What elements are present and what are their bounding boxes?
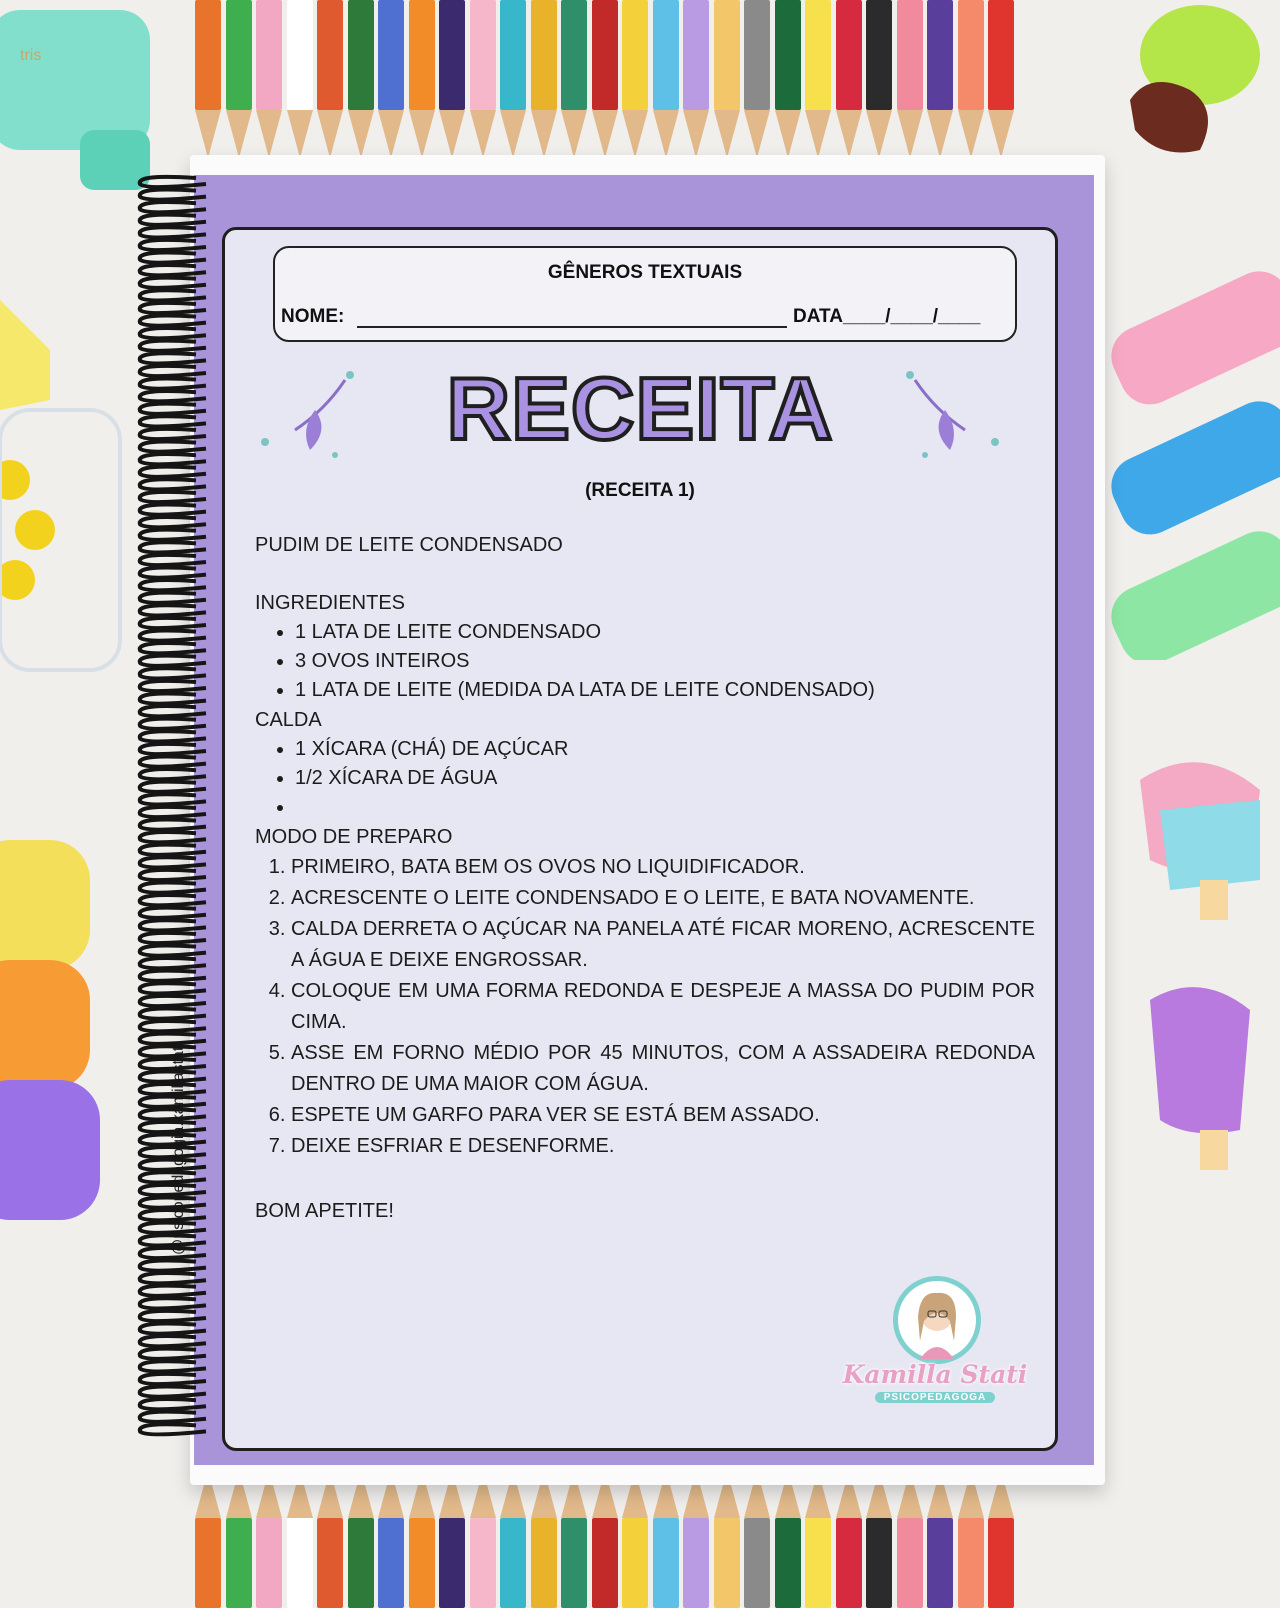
spiral-coil — [140, 303, 206, 313]
logo-name: Kamilla Stati — [842, 1360, 1028, 1389]
calda-list — [255, 735, 1035, 822]
spiral-coil — [140, 1386, 206, 1396]
list-item: 5. ASSE EM FORNO MÉDIO POR 45 MINUTOS, COM A ASSADEIRA REDONDA DENTRO DE UMA MAIOR COM ÁGUA. — [291, 1038, 1035, 1100]
spiral-coil — [140, 278, 206, 288]
ice-cream-eraser — [1090, 0, 1280, 160]
spiral-coil — [140, 517, 206, 527]
spiral-coil — [140, 908, 206, 918]
spiral-coil — [140, 1084, 206, 1094]
steps-list — [255, 852, 1035, 1162]
spiral-coil — [140, 618, 206, 628]
spiral-coil — [140, 1160, 206, 1170]
spiral-coil — [140, 189, 206, 199]
spiral-coil — [140, 870, 206, 880]
spiral-coil — [140, 1412, 206, 1422]
list-item: • 1 LATA DE LEITE (MEDIDA DA LATA DE LEITE CONDENSADO) — [295, 676, 1035, 705]
spiral-coil — [140, 341, 206, 351]
spiral-coil — [140, 290, 206, 300]
calda-label: CALDA — [255, 709, 322, 731]
ingredients-list — [255, 618, 1035, 705]
svg-text:tris: tris — [20, 47, 42, 64]
spiral-coil — [140, 1424, 206, 1434]
spiral-coil — [140, 202, 206, 212]
spiral-coil — [140, 933, 206, 943]
spiral-coil — [140, 1336, 206, 1346]
nome-write-line — [357, 326, 787, 328]
spiral-coil — [140, 656, 206, 666]
spiral-coil — [140, 983, 206, 993]
spiral-coil — [140, 1235, 206, 1245]
spiral-coil — [140, 643, 206, 653]
spiral-coil — [140, 542, 206, 552]
header-box — [273, 246, 1017, 342]
spiral-coil — [140, 492, 206, 502]
spiral-coil — [140, 177, 206, 187]
purple-page-frame — [194, 175, 1094, 1465]
spiral-coil — [140, 1323, 206, 1333]
spiral-coil — [140, 769, 206, 779]
closing-text: BOM APETITE! — [255, 1200, 394, 1222]
spiral-coil — [140, 1034, 206, 1044]
data-label: DATA____/____/____ — [793, 306, 981, 327]
list-item: • 1 LATA DE LEITE CONDENSADO — [295, 618, 1035, 647]
animal-highlighters-left — [0, 820, 140, 1260]
list-item: 2. ACRESCENTE O LEITE CONDENSADO E O LEITE, E BATA NOVAMENTE. — [291, 883, 1035, 914]
spiral-coil — [140, 920, 206, 930]
spiral-coil — [140, 895, 206, 905]
spiral-coil — [140, 945, 206, 955]
spiral-coil — [140, 744, 206, 754]
spiral-coil — [140, 630, 206, 640]
recipe-name: PUDIM DE LEITE CONDENSADO — [255, 534, 563, 556]
spiral-coil — [140, 1172, 206, 1182]
spiral-coil — [140, 882, 206, 892]
spiral-coil — [140, 832, 206, 842]
spiral-coil — [140, 1021, 206, 1031]
worksheet-page — [222, 227, 1058, 1451]
animal-highlighters-right — [1090, 240, 1280, 660]
list-item: • 1 XÍCARA (CHÁ) DE AÇÚCAR — [295, 735, 1035, 764]
spiral-coil — [140, 668, 206, 678]
spiral-coil — [140, 819, 206, 829]
list-item: 6. ESPETE UM GARFO PARA VER SE ESTÁ BEM ASSADO. — [291, 1100, 1035, 1131]
spiral-coil — [140, 265, 206, 275]
spiral-coil — [140, 958, 206, 968]
spiral-coil — [140, 416, 206, 426]
spiral-coil — [140, 1248, 206, 1258]
spiral-coil — [140, 366, 206, 376]
spiral-coil — [140, 315, 206, 325]
recipe-content — [255, 530, 1035, 1226]
instagram-credit: @psicopedagogia.kamillastati — [170, 1043, 187, 1255]
spiral-coil — [140, 378, 206, 388]
spiral-coil — [140, 1273, 206, 1283]
spiral-coil — [140, 1122, 206, 1132]
spiral-coil — [140, 252, 206, 262]
spiral-coil — [140, 971, 206, 981]
spiral-coil — [140, 1361, 206, 1371]
spiral-coil — [140, 1197, 206, 1207]
spiral-coil — [140, 215, 206, 225]
spiral-coil — [140, 1349, 206, 1359]
spiral-coil — [140, 1286, 206, 1296]
spiral-coil — [140, 404, 206, 414]
spiral-coil — [140, 504, 206, 514]
spiral-coil — [140, 1097, 206, 1107]
spiral-coil — [140, 454, 206, 464]
emoji-eraser-jar — [0, 280, 130, 680]
spiral-coil — [140, 1059, 206, 1069]
list-item: • 3 OVOS INTEIROS — [295, 647, 1035, 676]
spiral-coil — [140, 693, 206, 703]
notebook — [170, 155, 1105, 1485]
spiral-coil — [140, 1260, 206, 1270]
author-logo — [835, 1276, 1035, 1426]
spiral-coil — [140, 567, 206, 577]
spiral-coil — [140, 1046, 206, 1056]
popsicle-erasers-right — [1130, 750, 1280, 1170]
spiral-coil — [140, 328, 206, 338]
spiral-coil — [140, 1147, 206, 1157]
nome-label: NOME: — [281, 306, 345, 327]
spiral-coil — [140, 807, 206, 817]
logo-role: PSICOPEDAGOGA — [875, 1392, 995, 1403]
spiral-coil — [140, 605, 206, 615]
spiral-coil — [140, 1223, 206, 1233]
list-item: • 1/2 XÍCARA DE ÁGUA — [295, 764, 1035, 793]
spiral-coil — [140, 593, 206, 603]
list-item: 3. CALDA DERRETA O AÇÚCAR NA PANELA ATÉ FICAR MORENO, ACRESCENTE A ÁGUA E DEIXE ENGROSSAR. — [291, 914, 1035, 976]
spiral-coil — [140, 479, 206, 489]
spiral-coil — [140, 353, 206, 363]
spiral-coil — [140, 429, 206, 439]
spiral-coil — [140, 1374, 206, 1384]
list-item: 4. COLOQUE EM UMA FORMA REDONDA E DESPEJE A MASSA DO PUDIM POR CIMA. — [291, 976, 1035, 1038]
spiral-coil — [140, 857, 206, 867]
spiral-coil — [140, 1210, 206, 1220]
genre-heading: GÊNEROS TEXTUAIS — [547, 262, 743, 283]
page-subtitle: (RECEITA 1) — [585, 480, 695, 501]
spiral-coil — [140, 580, 206, 590]
spiral-coil — [140, 1298, 206, 1308]
ingredients-label: INGREDIENTES — [255, 592, 406, 614]
spiral-coil — [140, 731, 206, 741]
spiral-coil — [140, 1311, 206, 1321]
spiral-coil — [140, 1109, 206, 1119]
spiral-coil — [140, 240, 206, 250]
spiral-coil — [140, 467, 206, 477]
spiral-binding — [126, 170, 236, 1450]
spiral-coil — [140, 555, 206, 565]
spiral-coil — [140, 1134, 206, 1144]
spiral-coil — [140, 719, 206, 729]
spiral-coil — [140, 756, 206, 766]
spiral-coil — [140, 706, 206, 716]
spiral-coil — [140, 681, 206, 691]
page-title: RECEITA — [446, 359, 834, 458]
spiral-coil — [140, 227, 206, 237]
spiral-coil — [140, 1071, 206, 1081]
spiral-coil — [140, 996, 206, 1006]
spiral-coil — [140, 441, 206, 451]
list-item — [295, 793, 1035, 822]
spiral-coil — [140, 794, 206, 804]
list-item: 1. PRIMEIRO, BATA BEM OS OVOS NO LIQUIDIFICADOR. — [291, 852, 1035, 883]
spiral-coil — [140, 782, 206, 792]
spiral-coil — [140, 845, 206, 855]
list-item: 7. DEIXE ESFRIAR E DESENFORME. — [291, 1131, 1035, 1162]
spiral-coil — [140, 530, 206, 540]
spiral-coil — [140, 391, 206, 401]
spiral-coil — [140, 1185, 206, 1195]
spiral-coil — [140, 1399, 206, 1409]
spiral-coil — [140, 1008, 206, 1018]
steps-label: MODO DE PREPARO — [255, 826, 453, 848]
avatar — [893, 1276, 981, 1364]
